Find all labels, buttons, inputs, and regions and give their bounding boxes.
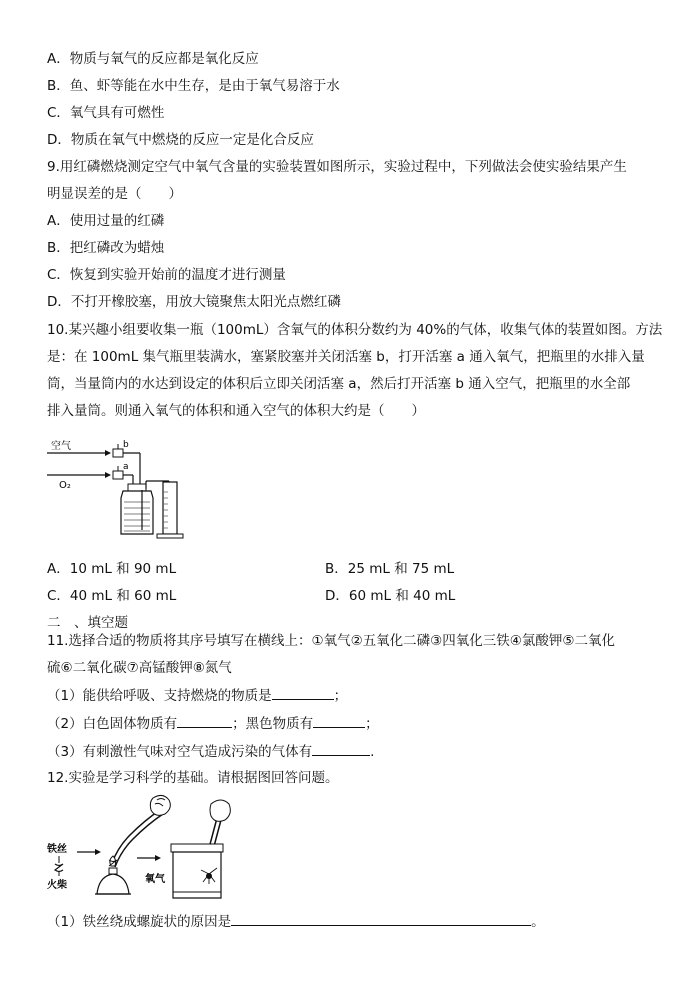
q11-sub2-blank-2[interactable] (313, 714, 365, 728)
q9-stem-line2: 明显误差的是（ ） (47, 186, 182, 202)
q9-option-c: C．恢复到实验开始前的温度才进行测量 (47, 267, 286, 283)
q10-option-d: D．60 mL 和 40 mL (325, 588, 456, 604)
q11-sub3-suffix: . (370, 744, 375, 760)
q11-stem-line2: 硫⑥二氧化碳⑦高锰酸钾⑧氮气 (47, 660, 232, 676)
q12-iron-wire-figure (45, 790, 260, 905)
q9-option-a: A．使用过量的红磷 (47, 213, 165, 229)
q10-stem-line1: 10.某兴趣小组要收集一瓶（100mL）含氧气的体积分数约为 40%的气体，收集气体的装置如图。方法 (47, 322, 663, 338)
q11-sub2-suffix: ； (365, 716, 379, 732)
valve-b-label: b (123, 440, 129, 450)
q9-option-d: D．不打开橡胶塞，用放大镜聚焦太阳光点燃红磷 (47, 294, 341, 310)
q10-option-c: C．40 mL 和 60 mL (47, 588, 177, 604)
q9-option-b: B．把红磷改为蜡烛 (47, 240, 165, 256)
q8-option-c: C．氧气具有可燃性 (47, 105, 165, 121)
o2-label: O₂ (59, 480, 71, 491)
section-title: 二 、填空题 (47, 615, 128, 631)
q10-stem-line3: 筒，当量筒内的水达到设定的体积后立即关闭活塞 a，然后打开活塞 b 通入空气，把瓶里的水全部 (47, 376, 631, 392)
q11-sub1-prefix: （1）能供给呼吸、支持燃烧的物质是 (47, 688, 272, 704)
q11-sub1-blank[interactable] (272, 686, 334, 700)
match-label: 火柴 (47, 880, 67, 891)
q12-sub1-prefix: （1）铁丝绕成螺旋状的原因是 (47, 914, 232, 930)
q11-sub1-suffix: ； (333, 688, 348, 704)
valve-a-label: a (123, 462, 129, 472)
q10-apparatus-figure (45, 432, 190, 542)
q11-sub2-middle: ；黑色物质有 (232, 716, 314, 732)
q10-option-a: A．10 mL 和 90 mL (47, 561, 177, 577)
q9-stem-line1: 9.用红磷燃烧测定空气中氧气含量的实验装置如图所示，实验过程中，下列做法会使实验结果产生 (47, 159, 627, 175)
q8-option-b: B．鱼、虾等能在水中生存，是由于氧气易溶于水 (47, 78, 340, 94)
q10-stem-line4: 排入量筒。则通入氧气的体积和通入空气的体积大约是（ ） (47, 403, 425, 419)
q11-sub2 (47, 714, 379, 733)
q12-stem: 12.实验是学习科学的基础。请根据图回答问题。 (47, 770, 339, 786)
q11-sub3-prefix: （3）有刺激性气味对空气造成污染的气体有 (47, 744, 313, 760)
q12-sub1-blank[interactable] (231, 912, 531, 926)
q11-stem-line1: 11.选择合适的物质将其序号填写在横线上：①氧气②五氧化二磷③四氧化三铁④氯酸钾⑤二氧化 (47, 633, 615, 649)
q12-sub1-suffix: 。 (531, 914, 545, 930)
q8-option-d: D．物质在氧气中燃烧的反应一定是化合反应 (47, 132, 314, 148)
q11-sub3-blank[interactable] (312, 742, 370, 756)
q10-option-b: B．25 mL 和 75 mL (325, 561, 455, 577)
air-label: 空气 (51, 441, 71, 452)
q10-stem-line2: 是：在 100mL 集气瓶里装满水，塞紧胶塞并关闭活塞 b，打开活塞 a 通入氧气，把瓶里的水排入量 (47, 349, 645, 365)
q11-sub1 (47, 686, 347, 705)
oxygen-label: 氧气 (145, 874, 165, 885)
q11-sub2-prefix: （2）白色固体物质有 (47, 716, 178, 732)
q8-option-a: A．物质与氧气的反应都是氧化反应 (47, 51, 259, 67)
q11-sub2-blank-1[interactable] (177, 714, 232, 728)
q11-sub3 (47, 742, 374, 761)
q12-sub1 (47, 912, 545, 931)
iron-wire-label: 铁丝 (47, 844, 67, 855)
